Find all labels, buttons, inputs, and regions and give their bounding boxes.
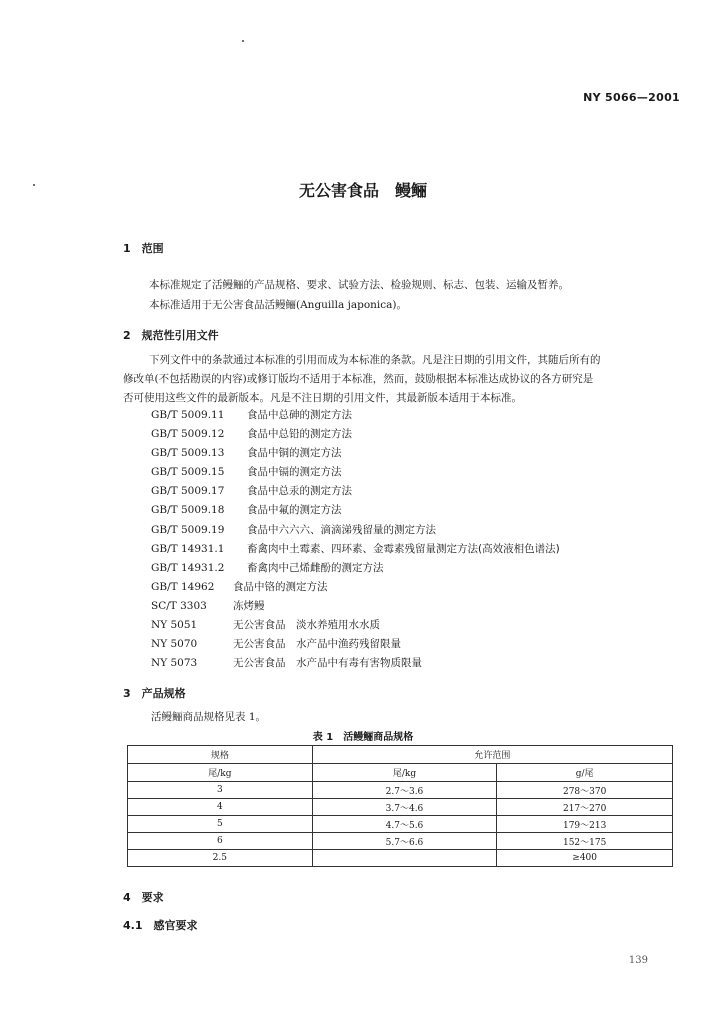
- cell-g-each: 217～270: [497, 799, 673, 816]
- header-spec-label: 规格: [128, 746, 313, 764]
- reference-title: 畜禽肉中土霉素、四环素、金霉素残留量测定方法(高效液相色谱法): [247, 542, 560, 555]
- reference-title: 无公害食品 淡水养殖用水水质: [233, 619, 380, 632]
- table-row: [128, 816, 673, 833]
- reference-code: GB/T 5009.13: [151, 447, 225, 460]
- reference-code: GB/T 5009.18: [151, 504, 225, 517]
- reference-title: 畜禽肉中己烯雌酚的测定方法: [247, 561, 384, 574]
- reference-code: GB/T 5009.15: [151, 466, 225, 479]
- section-3-heading: 3 产品规格: [123, 687, 186, 700]
- reference-title: 食品中总铅的测定方法: [247, 428, 352, 441]
- table-row: [128, 782, 673, 799]
- section-1-paragraph-1: 本标准规定了活鳗鲡的产品规格、要求、试验方法、检验规则、标志、包装、运输及暂养。: [149, 279, 569, 291]
- cell-spec: 5: [128, 816, 313, 833]
- cell-g-each: 278～370: [497, 782, 673, 799]
- reference-title: 冻烤鳗: [233, 599, 265, 612]
- cell-spec: 4: [128, 799, 313, 816]
- section-2-intro-line: 下列文件中的条款通过本标准的引用而成为本标准的条款。凡是注日期的引用文件，其随后所有的: [149, 354, 601, 366]
- reference-title: 食品中铬的测定方法: [233, 580, 328, 593]
- reference-code: GB/T 14962: [151, 580, 215, 593]
- cell-per-kg: 5.7～6.6: [312, 833, 497, 850]
- section-4-heading: 4 要求: [123, 891, 164, 904]
- reference-list: [151, 406, 560, 673]
- cell-per-kg: 4.7～5.6: [312, 816, 497, 833]
- cell-g-each: 179～213: [497, 816, 673, 833]
- reference-code: GB/T 5009.11: [151, 409, 225, 421]
- reference-code: GB/T 5009.17: [151, 485, 225, 498]
- spec-table: [127, 745, 673, 867]
- section-4-1-heading: 4.1 感官要求: [123, 919, 198, 932]
- reference-code: SC/T 3303: [151, 599, 207, 612]
- reference-item: [151, 616, 560, 635]
- section-2-heading: 2 规范性引用文件: [123, 329, 219, 342]
- reference-title: 食品中总砷的测定方法: [247, 409, 352, 421]
- header-range-label: 允许范围: [312, 746, 672, 764]
- reference-code: NY 5073: [151, 657, 198, 670]
- cell-per-kg: 3.7～4.6: [312, 799, 497, 816]
- reference-item: [151, 635, 560, 654]
- reference-item: [151, 559, 560, 578]
- cell-spec: 6: [128, 833, 313, 850]
- reference-item: [151, 578, 560, 597]
- table-header-row: [128, 746, 673, 764]
- reference-item: [151, 501, 560, 520]
- reference-title: 食品中氟的测定方法: [247, 504, 342, 517]
- section-3-paragraph: 活鳗鲡商品规格见表 1。: [151, 711, 267, 723]
- reference-item: [151, 521, 560, 540]
- cell-per-kg: [312, 850, 497, 867]
- reference-title: 食品中铜的测定方法: [247, 447, 342, 460]
- reference-title: 无公害食品 水产品中渔药残留限量: [233, 638, 401, 651]
- table-header-row: [128, 764, 673, 782]
- header-sub-col-per-kg: 尾/kg: [312, 764, 497, 782]
- page-number: 139: [628, 955, 648, 966]
- table-caption: 表 1 活鳗鲡商品规格: [312, 732, 414, 743]
- standard-code: NY 5066—2001: [583, 91, 680, 104]
- reference-code: GB/T 14931.1: [151, 542, 225, 555]
- reference-item: [151, 540, 560, 559]
- section-1-heading: 1 范围: [123, 242, 164, 255]
- reference-code: NY 5070: [151, 638, 198, 651]
- cell-per-kg: 2.7～3.6: [312, 782, 497, 799]
- section-2-intro-line: 否可使用这些文件的最新版本。凡是不注日期的引用文件，其最新版本适用于本标准。: [123, 392, 522, 404]
- reference-item: [151, 654, 560, 673]
- document-title: 无公害食品 鳗鲡: [298, 181, 427, 200]
- reference-item: [151, 406, 560, 425]
- scan-speck: [242, 40, 244, 42]
- cell-g-each: ≥400: [497, 850, 673, 867]
- reference-title: 食品中镉的测定方法: [247, 466, 342, 479]
- reference-title: 无公害食品 水产品中有毒有害物质限量: [233, 657, 422, 670]
- cell-g-each: 152～175: [497, 833, 673, 850]
- reference-code: NY 5051: [151, 619, 198, 632]
- reference-item: [151, 463, 560, 482]
- cell-spec: 3: [128, 782, 313, 799]
- reference-code: GB/T 5009.12: [151, 428, 225, 441]
- section-1-paragraph-2: 本标准适用于无公害食品活鳗鲡(Anguilla japonica)。: [149, 299, 408, 311]
- reference-code: GB/T 14931.2: [151, 561, 225, 574]
- reference-code: GB/T 5009.19: [151, 523, 225, 536]
- section-2-intro-line: 修改单(不包括勘误的内容)或修订版均不适用于本标准，然而，鼓励根据本标准达成协议的各方研究是: [123, 373, 594, 385]
- reference-title: 食品中总汞的测定方法: [247, 485, 352, 498]
- header-sub-col-g-each: g/尾: [497, 764, 673, 782]
- reference-title: 食品中六六六、滴滴涕残留量的测定方法: [247, 523, 436, 536]
- reference-item: [151, 597, 560, 616]
- reference-item: [151, 425, 560, 444]
- table-row: [128, 799, 673, 816]
- reference-item: [151, 444, 560, 463]
- table-row: [128, 833, 673, 850]
- cell-spec: 2.5: [128, 850, 313, 867]
- header-spec-unit: 尾/kg: [128, 764, 313, 782]
- table-row: [128, 850, 673, 867]
- reference-item: [151, 482, 560, 501]
